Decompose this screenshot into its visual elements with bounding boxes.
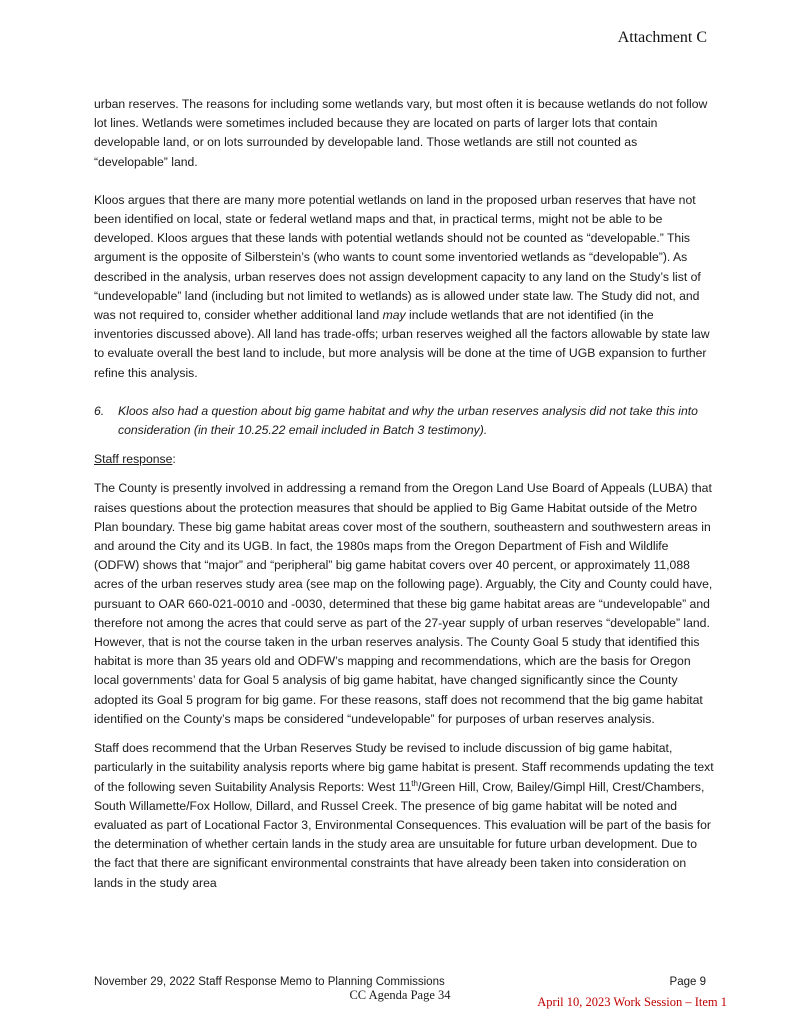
superscript-th: th	[411, 778, 418, 788]
staff-response-label: Staff response	[94, 452, 173, 467]
cc-agenda-page: CC Agenda Page 34	[349, 988, 451, 1002]
paragraph-text: Kloos argues that there are many more potential wetlands on land in the proposed urban reserves that have not been identified on local, state or federal wetland maps and that, in practical terms, might not be able to be developed. Kloos argues that these lands with potential wetlands should not be counted as “developable.” This argument is the opposite of Silberstein’s (who wants to count some inventoried wetlands as “developable”). As described in the analysis, urban reserves does not assign development capacity to any land on the Study’s list of “undevelopable” land (including but not limited to wetlands) as is allowed under state law. The Study did not, and was not required to, consider whether additional land	[94, 192, 701, 323]
attachment-label: Attachment C	[617, 29, 707, 46]
work-session-stamp: April 10, 2023 Work Session – Item 1	[537, 995, 727, 1009]
emphasis-may: may	[382, 308, 406, 323]
paragraph-text: /Green Hill, Crow, Bailey/Gimpl Hill, Crest/Chambers, South Willamette/Fox Hollow, Dillard, and Russel Creek. The presence of big game habitat will be noted and evaluated as part of Locational Factor 3, Environmental Consequences. This evaluation will be part of the basis for the determination of whether certain lands in the study area are unsuitable for future urban development. Due to the fact that there are significant environmental constraints that have already been taken into consideration on lands in the study area	[94, 779, 711, 890]
memo-body	[94, 95, 714, 893]
question-number: 6.	[94, 403, 105, 418]
paragraph-staff-recommendation	[94, 739, 714, 893]
staff-response-colon: :	[172, 452, 176, 467]
paragraph-big-game-remand: The County is presently involved in addressing a remand from the Oregon Land Use Board of Appeals (LUBA) that raises questions about the protection measures that should be applied to Big Game Habitat outside of the Metro Plan boundary. These big game habitat areas cover most of the southern, southeastern and southwestern areas in and around the City and its UGB. In fact, the 1980s maps from the Oregon Department of Fish and Wildlife (ODFW) shows that “major” and “peripheral” big game habitat covers over 40 percent, or approximately 11,088 acres of the urban reserves study area (see map on the following page). Arguably, the City and County could have, pursuant to OAR 660-021-0010 and -0030, determined that these big game habitat areas are “undevelopable” and therefore not among the acres that could serve as part of the 27-year supply of urban reserves “developable” land. However, that is not the course taken in the urban reserves analysis. The County Goal 5 study that identified this habitat is more than 35 years old and ODFW’s mapping and recommendations, which are the basis for Oregon local governments’ data for Goal 5 analysis of big game habitat, have changed significantly since the County adopted its Goal 5 program for big game. For these reasons, staff does not recommend that the big game habitat identified on the County’s maps be considered “undevelopable” for purposes of urban reserves analysis.	[94, 481, 713, 726]
paragraph-text: Staff does recommend that the Urban Reserves Study be revised to include discussion of big game habitat, particularly in the suitability analysis reports where big game habitat is present. Staff recommends updating the text of the following seven Suitability Analysis Reports: West 11	[94, 741, 714, 794]
footer-page-number: Page 9	[669, 976, 706, 988]
question-text: Kloos also had a question about big game habitat and why the urban reserves analysis did not take this into consideration (in their 10.25.22 email included in Batch 3 testimony).	[118, 403, 698, 438]
paragraph-text: include wetlands that are not identified (in the inventories discussed above). All land has trade-offs; urban reserves weighed all the factors allowable by state law to evaluate overall the best land to include, but more analysis will be done at the time of UGB expansion to further refine this analysis.	[94, 308, 710, 380]
staff-response-heading	[94, 450, 714, 469]
question-6	[94, 402, 714, 440]
paragraph-wetlands-lot-lines: urban reserves. The reasons for including some wetlands vary, but most often it is because wetlands do not follow lot lines. Wetlands were sometimes included because they are located on parts of larger lots that contain developable land, or on lots surrounded by developable land. Those wetlands are still not counted as “developable” land.	[94, 97, 708, 169]
paragraph-kloos-wetlands	[94, 191, 714, 383]
footer-memo-title: November 29, 2022 Staff Response Memo to Planning Commissions	[94, 976, 445, 988]
